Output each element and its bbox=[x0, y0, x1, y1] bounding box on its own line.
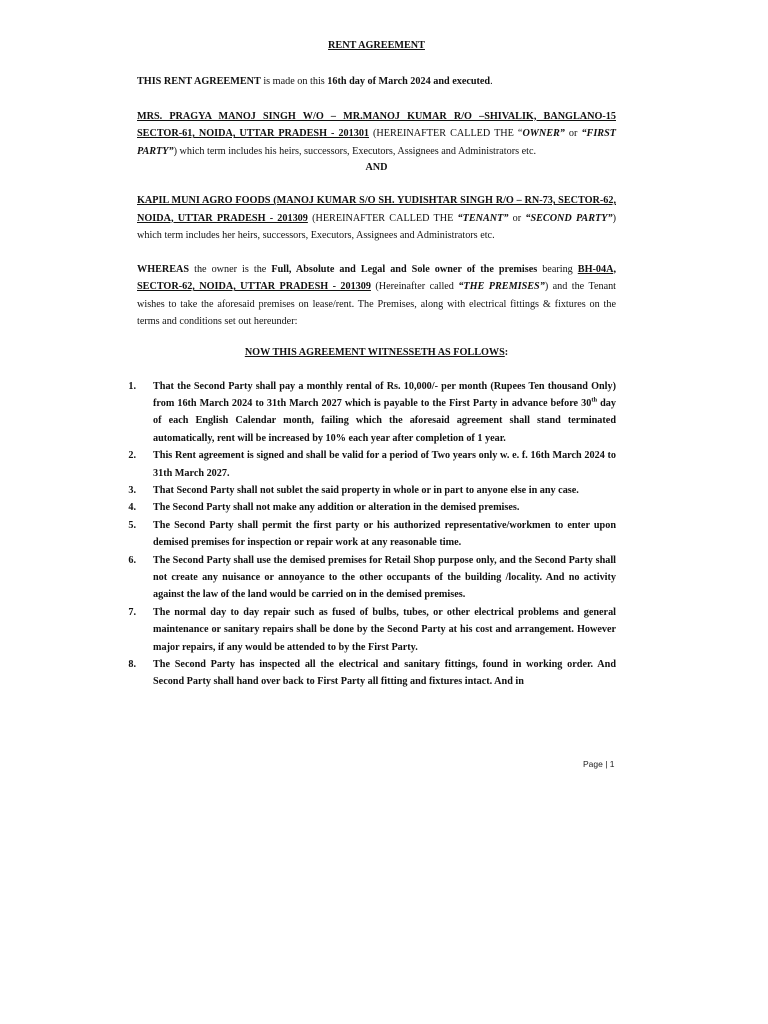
document-body bbox=[128, 39, 617, 691]
premises-address: BH-04A, SECTOR-62, NOIDA, UTTAR PRADESH - 201309 bbox=[137, 263, 616, 292]
term-item bbox=[128, 604, 616, 656]
term-text-rest: day of each English Calendar month, failing which the aforesaid agreement shall stand terminated automatically, rent will be increased by 10% each year after completion of 1 year. bbox=[153, 397, 616, 444]
term-text bbox=[153, 552, 616, 604]
term-text bbox=[153, 517, 616, 552]
term-number: 4. bbox=[128, 502, 136, 514]
second-party-label: “SECOND PARTY” bbox=[525, 212, 613, 224]
term-text bbox=[153, 447, 616, 482]
term-number: 2. bbox=[128, 450, 136, 462]
intro-date: 16th day of March 2024 and executed bbox=[327, 76, 491, 87]
whereas-text3: (Hereinafter called bbox=[370, 281, 459, 292]
term-number: 8. bbox=[128, 659, 136, 670]
witness-colon: : bbox=[504, 346, 509, 358]
term-item bbox=[128, 378, 616, 448]
term-number: 5. bbox=[128, 519, 136, 531]
term-number: 6. bbox=[128, 554, 136, 566]
term-text-main: That Second Party shall not sublet the said property in whole or in part to anyone else in any case. bbox=[153, 484, 579, 496]
whereas-text2: bearing bbox=[537, 263, 578, 275]
term-text-main: This Rent agreement is signed and shall be valid for a period of Two years only w. e. f. 16th March 2024 to 31th March 2027. bbox=[153, 450, 616, 479]
intro-paragraph bbox=[137, 73, 616, 91]
whereas-text4: ) and the Tenant wishes to take the aforesaid premises on lease/rent. The Premises, along with electrical fittings & fixtures on the terms and conditions set out hereunder: bbox=[137, 281, 617, 327]
term-item bbox=[128, 499, 616, 516]
page-number-footer: Page | 1 bbox=[583, 759, 615, 769]
term-number: 7. bbox=[128, 606, 136, 618]
term-text bbox=[153, 482, 616, 499]
whereas-owner-bold: Full, Absolute and Legal and Sole owner of the premises bbox=[271, 263, 538, 275]
term-text-main: The Second Party shall use the demised premises for Retail Shop purpose only, and the Second Party shall not create any nuisance or annoyance to the other occupants of the building /locality. And no activity against the law of the land would be carried on in the demised premises. bbox=[153, 554, 616, 601]
tenant-called-pre: (HEREINAFTER CALLED THE bbox=[307, 212, 458, 224]
owner-paragraph bbox=[137, 108, 616, 161]
tenant-paragraph bbox=[137, 192, 616, 245]
term-text-main: The Second Party shall not make any addition or alteration in the demised premises. bbox=[153, 502, 520, 514]
term-number: 3. bbox=[128, 484, 136, 496]
premises-label: “THE PREMISES” bbox=[458, 281, 545, 292]
term-text-main: The Second Party shall permit the first party or his authorized representative/workmen to enter upon demised premises for inspection or repair work at any reasonable time. bbox=[153, 519, 616, 549]
term-superscript: th bbox=[591, 396, 598, 404]
intro-middle: is made on this bbox=[260, 76, 328, 87]
witness-heading bbox=[137, 346, 616, 360]
owner-name-address: MRS. PRAGYA MANOJ SINGH W/O – MR.MANOJ KUMAR R/O –SHIVALIK, BANGLANO-15 SECTOR-61, NOIDA, UTTAR PRADESH - 201301 bbox=[137, 110, 616, 139]
term-item bbox=[128, 656, 616, 691]
document-title: RENT AGREEMENT bbox=[328, 40, 425, 51]
term-text-main: The Second Party has inspected all the electrical and sanitary fittings, found in working order. And Second Party shall hand over back to First Party all fitting and fixtures intact. And in bbox=[153, 659, 616, 688]
owner-or: or bbox=[564, 128, 582, 139]
whereas-lead: WHEREAS bbox=[137, 263, 190, 275]
tenant-or: or bbox=[508, 212, 526, 224]
term-text-main: The normal day to day repair such as fused of bulbs, tubes, or other electrical problems and general maintenance or sanitary repairs shall be done by the Second Party at his cost and arrangement. However major repairs, if any would be attended to by the First Party. bbox=[153, 606, 616, 653]
tenant-tail: ) which term includes her heirs, successors, Executors, Assignees and Administrators etc. bbox=[137, 212, 616, 241]
whereas-text1: the owner is the bbox=[189, 263, 272, 275]
intro-lead: THIS RENT AGREEMENT bbox=[137, 76, 261, 87]
term-text-main: That the Second Party shall pay a monthly rental of Rs. 10,000/- per month (Rupees Ten thousand Only) from 16th March 2024 to 31th March 2027 which is payable to the First Party in advance before 30 bbox=[153, 380, 616, 409]
term-text bbox=[153, 656, 616, 691]
term-text bbox=[153, 378, 616, 448]
term-text bbox=[153, 604, 616, 656]
and-separator: AND bbox=[365, 162, 388, 173]
whereas-paragraph bbox=[137, 261, 616, 331]
tenant-name-address: KAPIL MUNI AGRO FOODS (MANOJ KUMAR S/O SH. YUDISHTAR SINGH R/O – RN-73, SECTOR-62, NOIDA, UTTAR PRADESH - 201309 bbox=[137, 195, 616, 224]
owner-tail: ) which term includes his heirs, successors, Executors, Assignees and Administrators etc. bbox=[173, 145, 537, 157]
owner-called-pre: (HEREINAFTER CALLED THE “ bbox=[369, 128, 523, 139]
term-item bbox=[128, 447, 616, 482]
terms-list bbox=[128, 378, 616, 691]
witness-heading-text: NOW THIS AGREEMENT WITNESSETH AS FOLLOWS bbox=[244, 346, 505, 358]
first-party-label: “FIRST PARTY” bbox=[137, 128, 616, 157]
term-number: 1. bbox=[128, 380, 136, 392]
owner-label: OWNER” bbox=[522, 128, 565, 139]
intro-end: . bbox=[490, 76, 493, 87]
term-item bbox=[128, 552, 616, 604]
term-item bbox=[128, 482, 616, 499]
term-item bbox=[128, 517, 616, 552]
tenant-label: “TENANT” bbox=[457, 212, 509, 224]
term-text bbox=[153, 499, 616, 516]
